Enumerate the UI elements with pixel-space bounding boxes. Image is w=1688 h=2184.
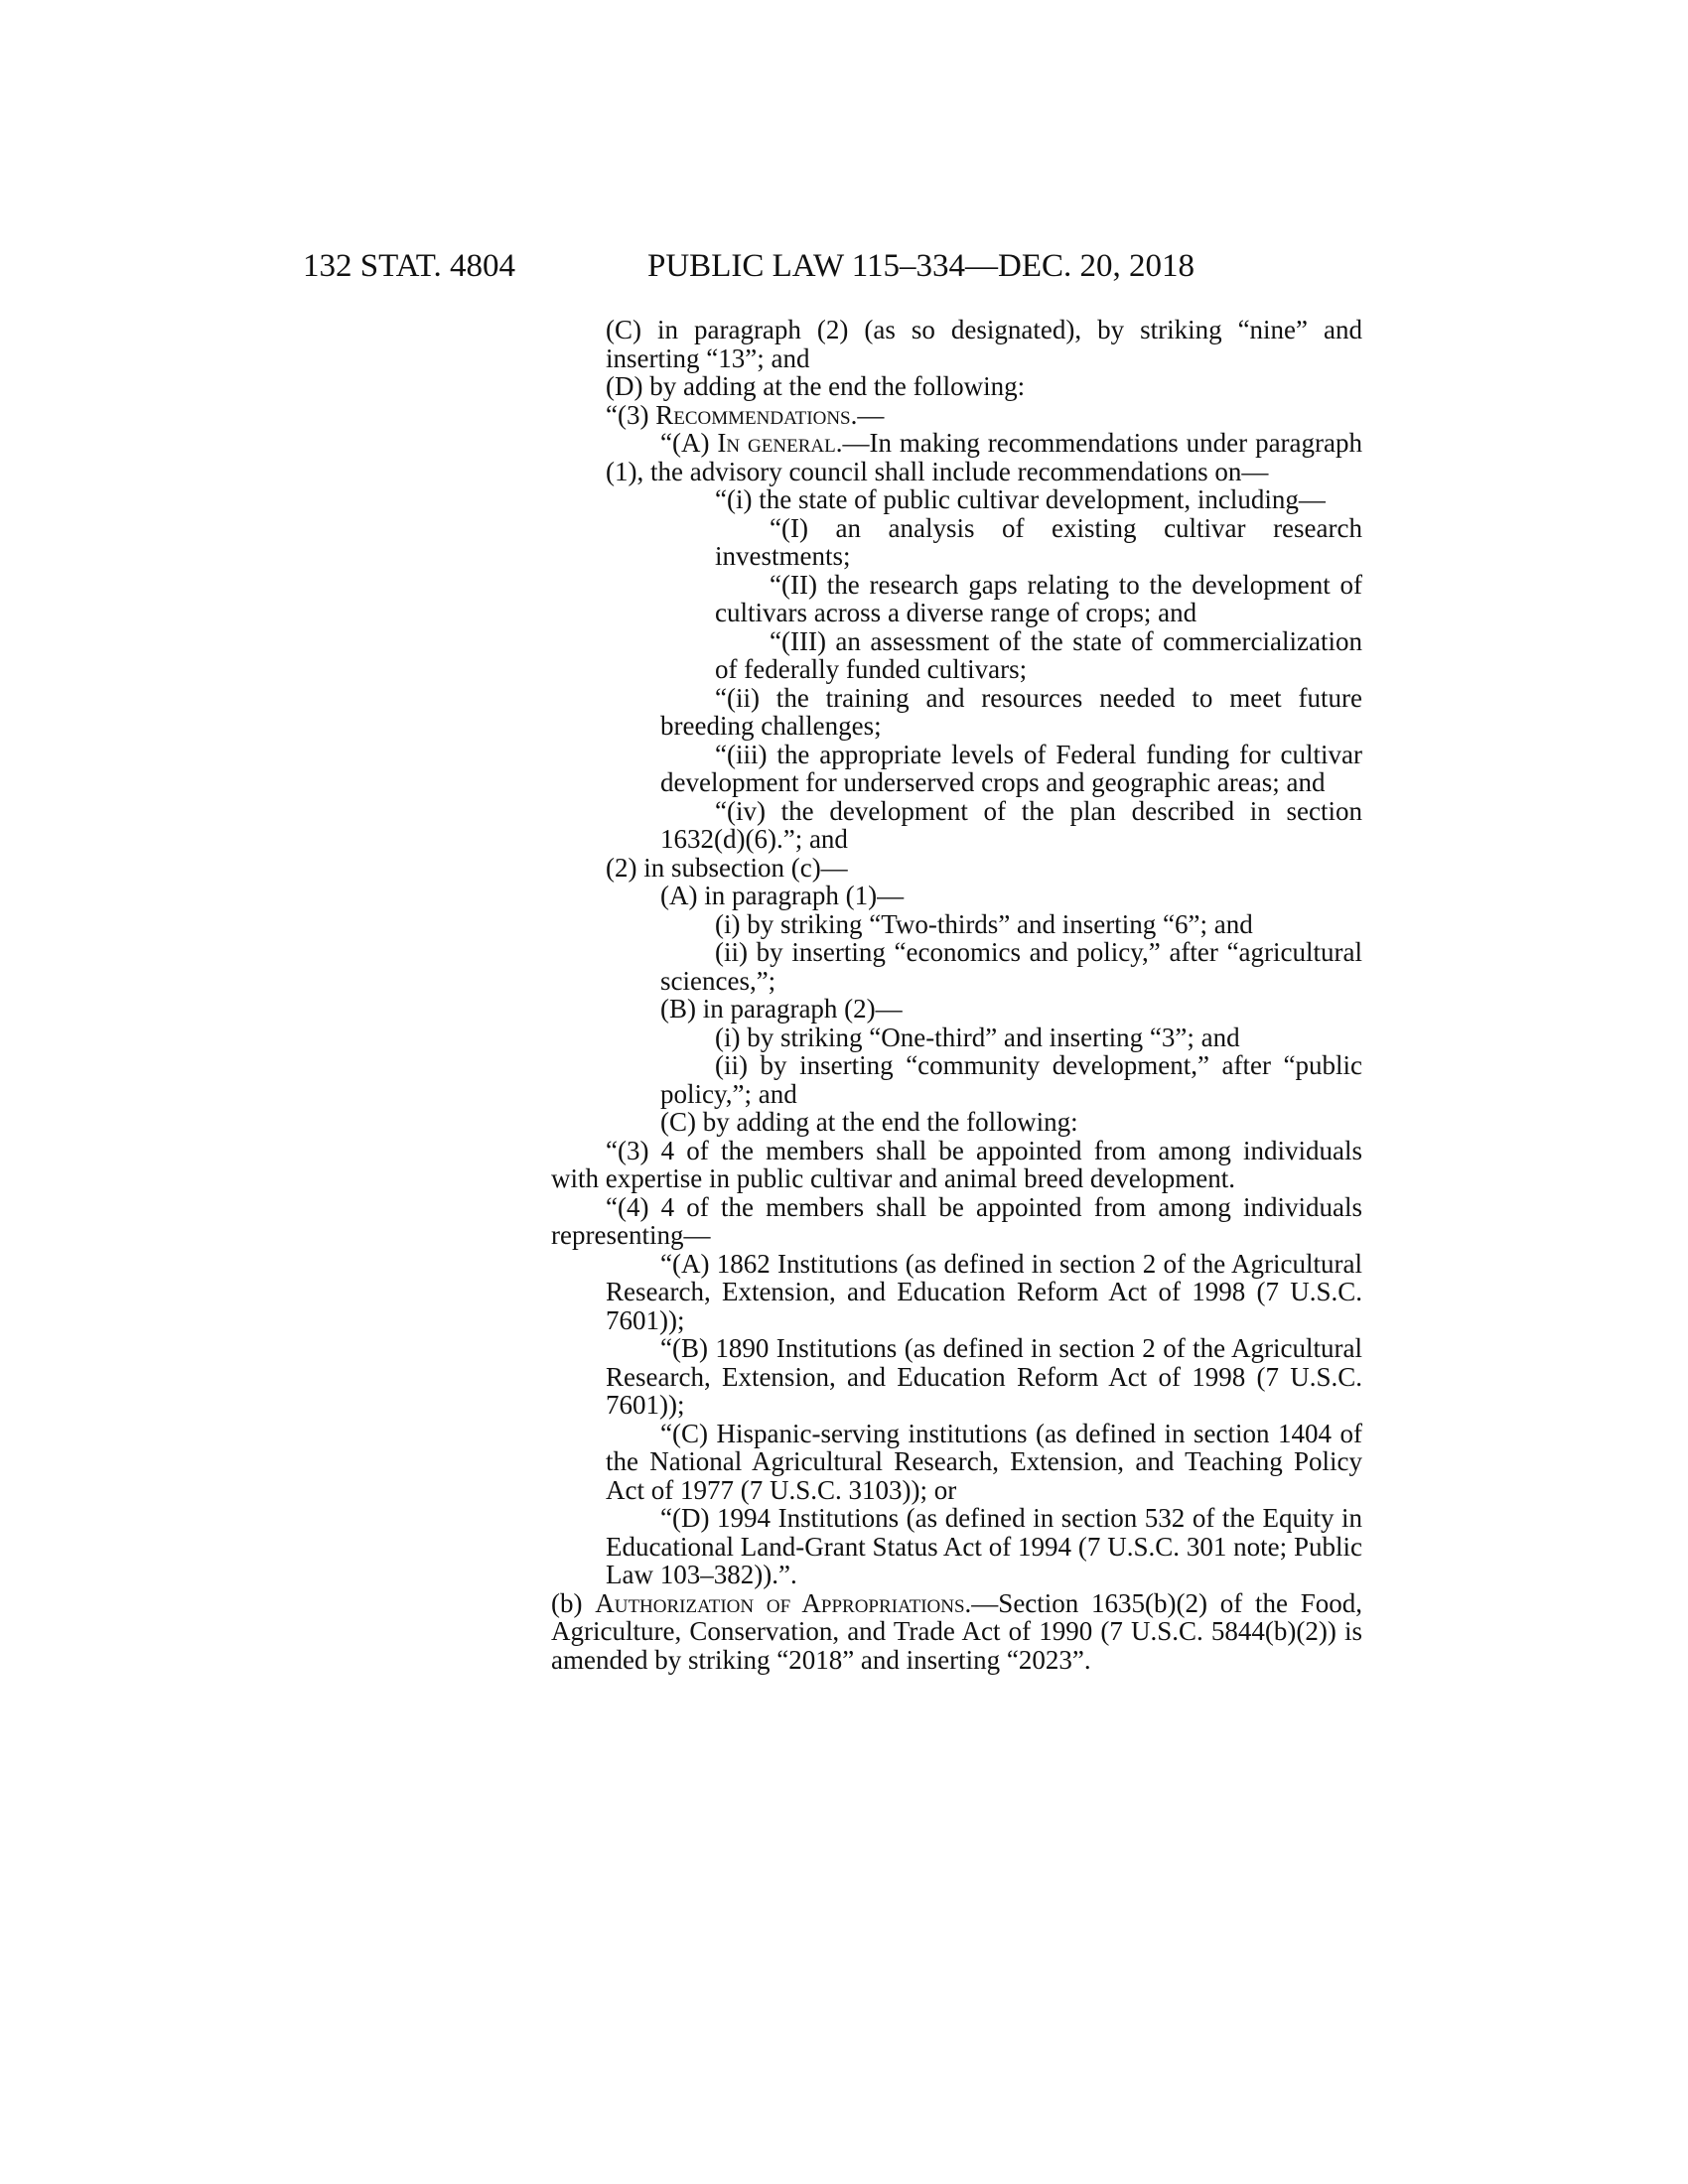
paragraph: “(i) the state of public cultivar development, including— xyxy=(715,484,1326,514)
paragraph: (i) by striking “One-third” and inserting “3”; and xyxy=(715,1022,1240,1052)
paragraph: (C) in paragraph (2) (as so designated), by striking “nine” and inserting “13”; and xyxy=(606,315,1362,373)
paragraph: “(4) 4 of the members shall be appointed from among individuals representing— xyxy=(551,1191,1362,1250)
paragraph: (ii) by inserting “economics and policy,” after “agricultural sciences,”; xyxy=(660,937,1362,996)
page-title: PUBLIC LAW 115–334—DEC. 20, 2018 xyxy=(647,248,1196,284)
page-stat-number: 132 STAT. 4804 xyxy=(303,248,516,284)
document-body xyxy=(551,316,1362,1674)
paragraph: “(iv) the development of the plan described in section 1632(d)(6).”; and xyxy=(660,795,1362,854)
paragraph: (A) in paragraph (1)— xyxy=(660,881,905,910)
paragraph: “(3) 4 of the members shall be appointed from among individuals with expertise in public cultivar and animal breed development. xyxy=(551,1135,1362,1193)
paragraph: “(II) the research gaps relating to the development of cultivars across a diverse range of crops; and xyxy=(715,569,1362,627)
paragraph: (ii) by inserting “community development,” after “public policy,”; and xyxy=(660,1050,1362,1109)
paragraph: “(B) 1890 Institutions (as defined in section 2 of the Agricultural Research, Extension, and Education Reform Act of 1998 (7 U.S.C. 7601)); xyxy=(606,1333,1362,1420)
paragraph: (D) by adding at the end the following: xyxy=(606,371,1026,401)
paragraph: “(C) Hispanic-serving institutions (as defined in section 1404 of the National Agricultural Research, Extension, and Teaching Policy Act of 1977 (7 U.S.C. 3103)); or xyxy=(606,1418,1362,1505)
paragraph: “(A) In general.—In making recommendations under paragraph (1), the advisory council shall include recommendations on— xyxy=(606,428,1362,486)
paragraph: “(iii) the appropriate levels of Federal funding for cultivar development for underserved crops and geographic areas; and xyxy=(660,739,1362,797)
paragraph: “(III) an assessment of the state of commercialization of federally funded cultivars; xyxy=(715,625,1362,684)
paragraph: (b) Authorization of Appropriations.—Section 1635(b)(2) of the Food, Agriculture, Conservation, and Trade Act of 1990 (7 U.S.C. 5844(b)(2)) is amended by striking “2018” and inserting “2023”. xyxy=(551,1587,1362,1675)
paragraph: (i) by striking “Two-thirds” and inserting “6”; and xyxy=(715,908,1253,939)
paragraph: “(3) Recommendations.— xyxy=(606,399,885,430)
paragraph: (B) in paragraph (2)— xyxy=(660,994,903,1024)
paragraph: “(ii) the training and resources needed to meet future breeding challenges; xyxy=(660,682,1362,741)
paragraph: (2) in subsection (c)— xyxy=(606,852,848,883)
paragraph: (C) by adding at the end the following: xyxy=(660,1107,1078,1137)
paragraph: “(I) an analysis of existing cultivar research investments; xyxy=(715,512,1362,571)
paragraph: “(A) 1862 Institutions (as defined in section 2 of the Agricultural Research, Extension, and Education Reform Act of 1998 (7 U.S.C. 7601)); xyxy=(606,1248,1362,1335)
paragraph: “(D) 1994 Institutions (as defined in section 532 of the Equity in Educational Land-Grant Status Act of 1994 (7 U.S.C. 301 note; Public Law 103–382)).”. xyxy=(606,1503,1362,1589)
